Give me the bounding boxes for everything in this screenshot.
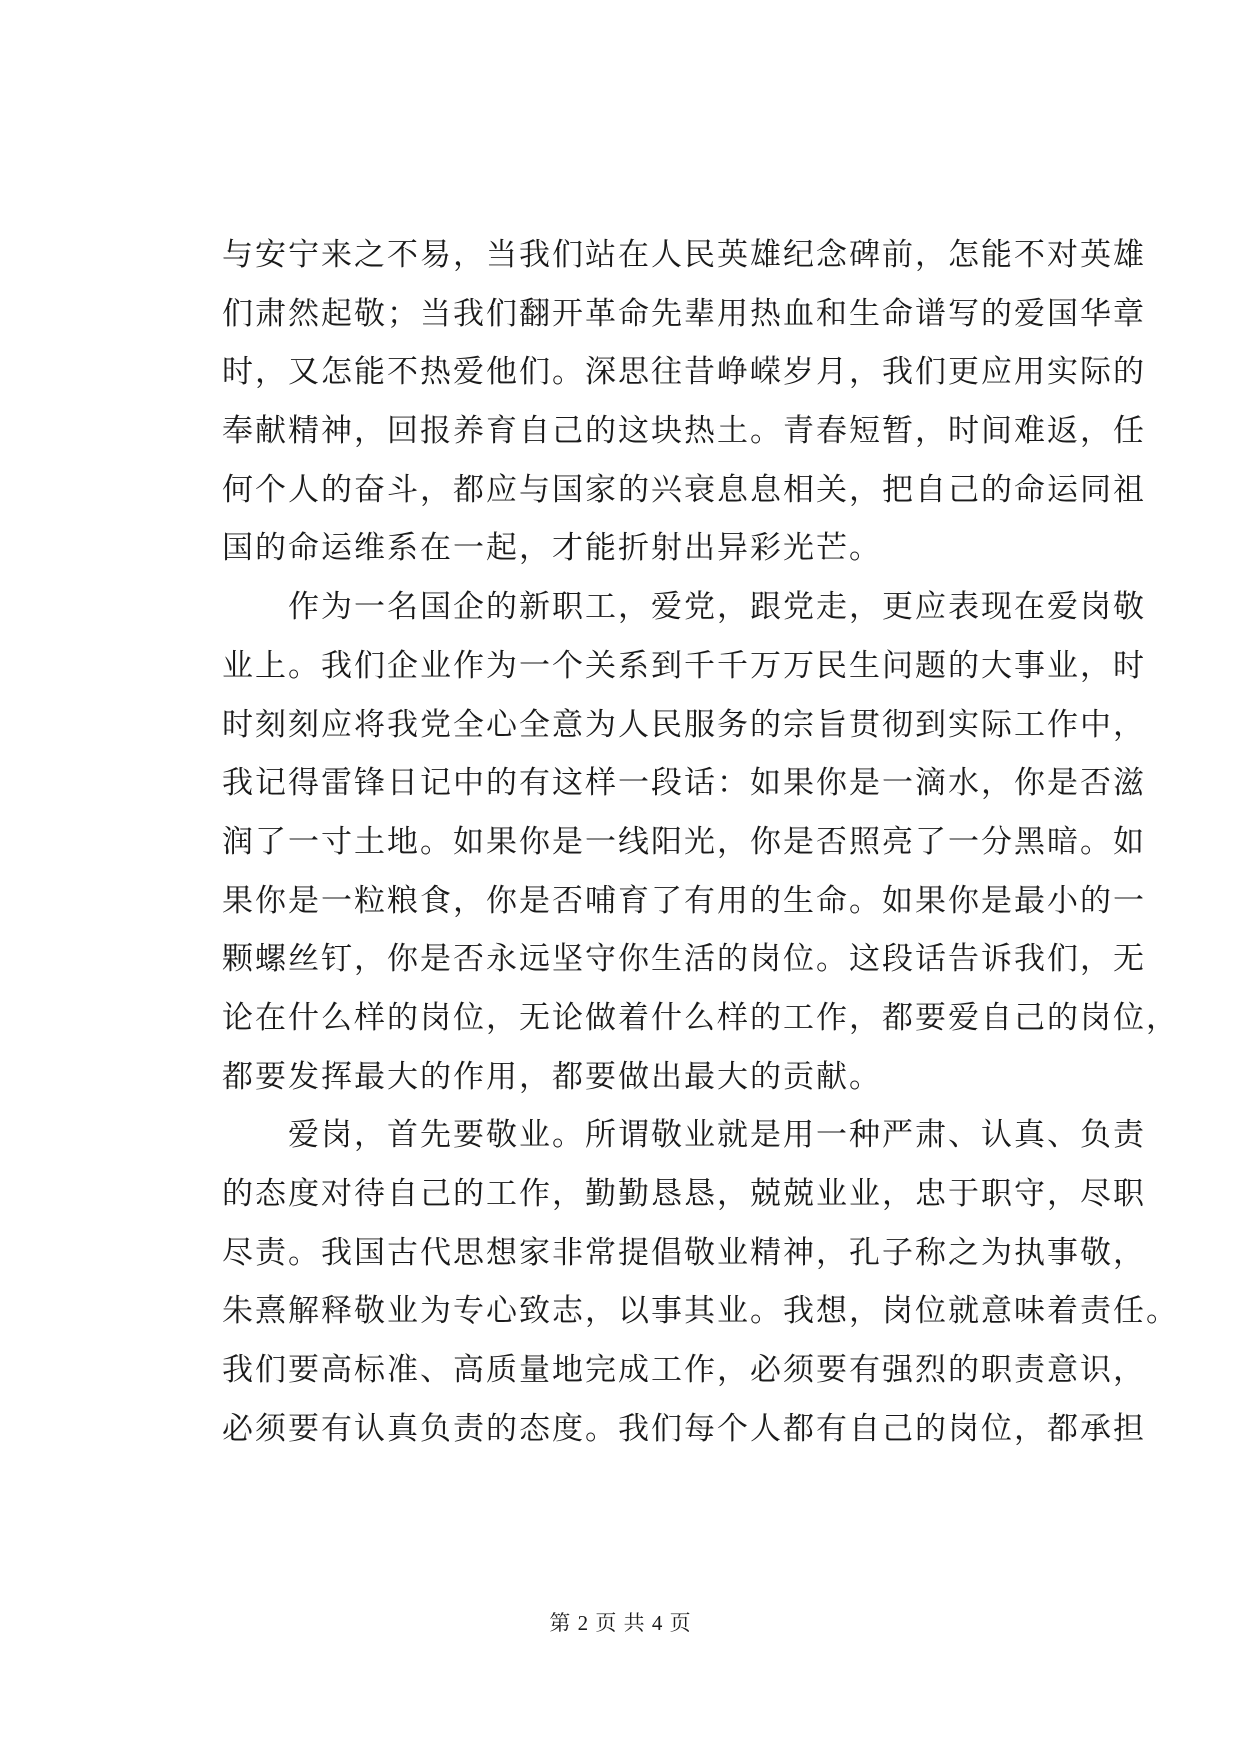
- paragraph-start-line: 爱岗，首先要敬业。所谓敬业就是用一种严肃、认真、负责: [222, 1117, 1146, 1154]
- text-line: 我记得雷锋日记中的有这样一段话：如果你是一滴水，你是否滋: [222, 765, 1146, 802]
- text-line: 时刻刻应将我党全心全意为人民服务的宗旨贯彻到实际工作中，: [222, 706, 1146, 743]
- text-line: 业上。我们企业作为一个关系到千千万万民生问题的大事业，时: [222, 647, 1146, 684]
- text-line: 国的命运维系在一起，才能折射出异彩光芒。: [222, 530, 882, 567]
- text-line: 时，又怎能不热爱他们。深思往昔峥嵘岁月，我们更应用实际的: [222, 354, 1146, 391]
- text-line: 都要发挥最大的作用，都要做出最大的贡献。: [222, 1058, 882, 1095]
- page-number-footer: 第 2 页 共 4 页: [549, 1611, 692, 1635]
- text-line: 何个人的奋斗，都应与国家的兴衰息息相关，把自己的命运同祖: [222, 471, 1146, 508]
- text-line: 论在什么样的岗位，无论做着什么样的工作，都要爱自己的岗位，: [222, 999, 1179, 1036]
- text-line: 果你是一粒粮食，你是否哺育了有用的生命。如果你是最小的一: [222, 882, 1146, 919]
- text-line: 奉献精神，回报养育自己的这块热土。青春短暂，时间难返，任: [222, 413, 1146, 450]
- text-line: 颗螺丝钉，你是否永远坚守你生活的岗位。这段话告诉我们，无: [222, 941, 1146, 978]
- text-line: 尽责。我国古代思想家非常提倡敬业精神，孔子称之为执事敬，: [222, 1234, 1146, 1271]
- body-text: [222, 226, 1179, 1458]
- text-line: 润了一寸土地。如果你是一线阳光，你是否照亮了一分黑暗。如: [222, 823, 1146, 860]
- paragraph-start-line: 作为一名国企的新职工，爱党，跟党走，更应表现在爱岗敬: [222, 589, 1146, 626]
- text-line: 的态度对待自己的工作，勤勤恳恳，兢兢业业，忠于职守，尽职: [222, 1176, 1146, 1212]
- text-line: 朱熹解释敬业为专心致志，以事其业。我想，岗位就意味着责任。: [222, 1293, 1179, 1330]
- text-line: 我们要高标准、高质量地完成工作，必须要有强烈的职责意识，: [222, 1352, 1146, 1389]
- text-line: 必须要有认真负责的态度。我们每个人都有自己的岗位，都承担: [222, 1410, 1146, 1447]
- text-line: 与安宁来之不易，当我们站在人民英雄纪念碑前，怎能不对英雄: [222, 237, 1146, 273]
- text-line: 们肃然起敬；当我们翻开革命先辈用热血和生命谱写的爱国华章: [222, 295, 1146, 332]
